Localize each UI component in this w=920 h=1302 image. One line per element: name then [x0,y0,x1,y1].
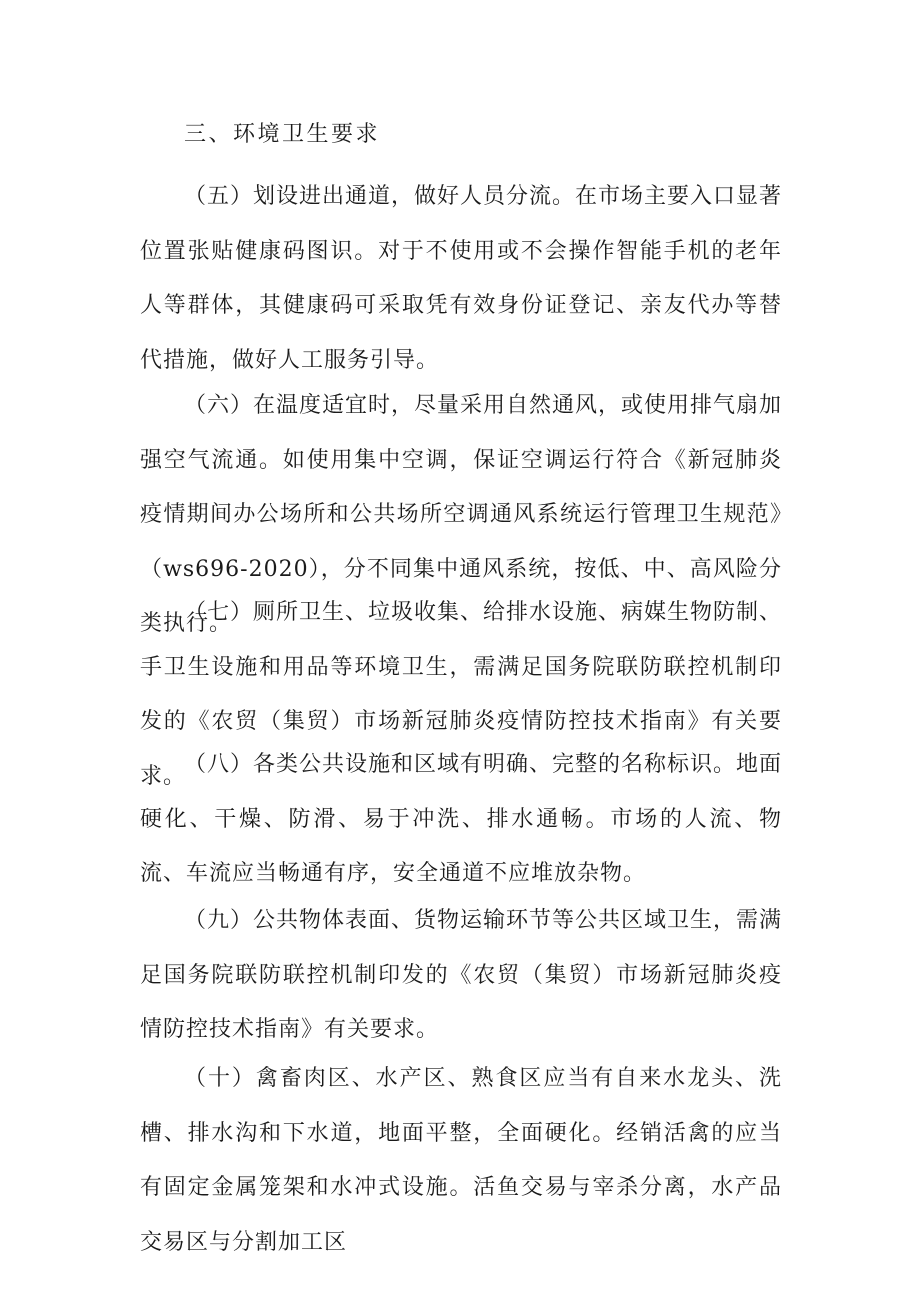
paragraph-10-meat-aquatic-areas: （十）禽畜肉区、水产区、熟食区应当有自来水龙头、洗槽、排水沟和下水道，地面平整，全面硬化。经销活禽的应当有固定金属笼架和水冲式设施。活鱼交易与宰杀分离，水产品交易区与分割加工区 [140,1066,782,1255]
paragraph-9-public-surfaces: （九）公共物体表面、货物运输环节等公共区域卫生，需满足国务院联防联控机制印发的《农贸（集贸）市场新冠肺炎疫情防控技术指南》有关要求。 [140,908,783,1042]
paragraph-6-ventilation: （六）在温度适宜时，尽量采用自然通风，或使用排气扇加强空气流通。如使用集中空调，保证空调运行符合《新冠肺炎疫情期间办公场所和公共场所空调通风系统运行管理卫生规范》（ws696-2020），分不同集中通风系统，按低、中、高风险分类执行。 [140,393,783,636]
paragraph-7-sanitation: （七）厕所卫生、垃圾收集、给排水设施、病媒生物防制、手卫生设施和用品等环境卫生，需满足国务院联防联控机制印发的《农贸（集贸）市场新冠肺炎疫情防控技术指南》有关要求。 [140,600,783,789]
section-heading: 三、环境卫生要求 [184,122,381,147]
paragraph-5-entry-channels: （五）划设进出通道，做好人员分流。在市场主要入口显著位置张贴健康码图识。对于不使用或不会操作智能手机的老年人等群体，其健康码可采取凭有效身份证登记、亲友代办等替代措施，做好人工服务引导。 [140,184,783,373]
paragraph-8-facility-signage: （八）各类公共设施和区域有明确、完整的名称标识。地面硬化、干燥、防滑、易于冲洗、排水通畅。市场的人流、物流、车流应当畅通有序，安全通道不应堆放杂物。 [140,752,783,886]
